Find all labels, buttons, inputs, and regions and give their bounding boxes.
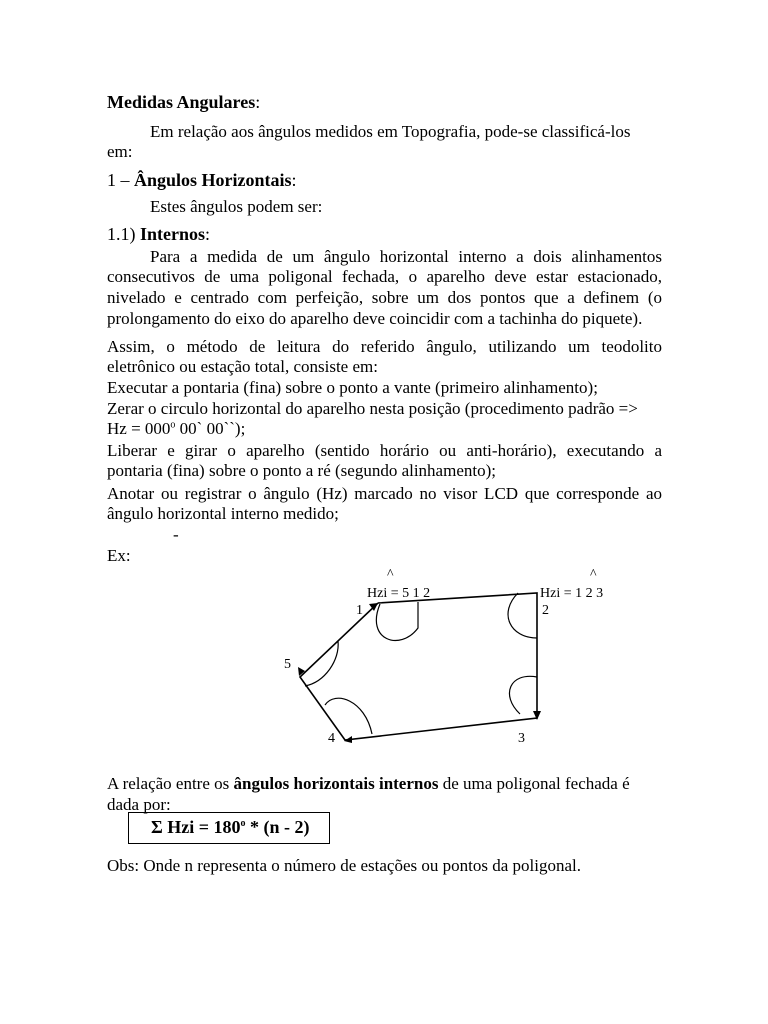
formula-box	[128, 812, 330, 844]
hz-suffix: 00` 00``);	[175, 419, 246, 438]
paragraph-1-line-3: nivelado e centrado com perfeição, sobre um dos pontos que a definem (o	[107, 288, 662, 307]
hat-mark-1: ^	[387, 567, 394, 582]
step-3-line-2: pontaria (fina) sobre o ponto a ré (segundo alinhamento);	[107, 461, 496, 480]
page-title	[107, 92, 260, 112]
subsection-1-heading	[107, 224, 210, 244]
section-1-number: 1 –	[107, 170, 134, 190]
point-label-2: 2	[542, 603, 549, 618]
relation-bold: ângulos horizontais internos	[233, 774, 439, 793]
step-4-line-1: Anotar ou registrar o ângulo (Hz) marcado no visor LCD que corresponde ao	[107, 484, 662, 503]
angle-arc-5	[305, 641, 338, 686]
point-label-3: 3	[518, 731, 525, 746]
polygon-figure	[280, 560, 640, 750]
hzi-label-1: Hzi = 5 1 2	[367, 586, 431, 601]
point-label-5: 5	[284, 657, 291, 672]
paragraph-1-line-4: prolongamento do eixo do aparelho deve coincidir com a tachinha do piquete).	[107, 309, 643, 328]
angle-arc-1	[376, 602, 418, 640]
page-title-text: Medidas Angulares	[107, 92, 256, 112]
relation-before: A relação entre os	[107, 774, 234, 793]
point-label-4: 4	[328, 731, 335, 746]
angle-arc-3	[509, 676, 537, 714]
section-1-title: Ângulos Horizontais	[134, 170, 292, 190]
formula-degree: o	[240, 818, 246, 829]
paragraph-1-line-1: Para a medida de um ângulo horizontal interno a dois alinhamentos	[150, 247, 662, 266]
subsection-1-colon: :	[205, 224, 211, 244]
section-1-colon: :	[291, 170, 297, 190]
example-label: Ex:	[107, 546, 131, 565]
hz-prefix: Hz = 000	[107, 419, 171, 438]
intro-line-1: Em relação aos ângulos medidos em Topografia, pode-se classificá-los	[150, 122, 631, 141]
angle-arc-4	[325, 698, 372, 734]
relation-after: de uma poligonal fechada é	[438, 774, 630, 793]
page-title-colon: :	[255, 92, 261, 112]
point-label-1: 1	[356, 603, 363, 618]
hzi-label-2: Hzi = 1 2 3	[540, 586, 604, 601]
paragraph-2-line-1: Assim, o método de leitura do referido ângulo, utilizando um teodolito	[107, 337, 662, 356]
formula-after: * (n - 2)	[245, 817, 310, 837]
angle-arc-2	[508, 593, 537, 638]
section-1-text: Estes ângulos podem ser:	[150, 197, 323, 216]
relation-line-1	[107, 774, 630, 794]
intro-line-2: em:	[107, 142, 133, 161]
subsection-1-title: Internos	[140, 224, 206, 244]
section-1-heading	[107, 170, 297, 190]
paragraph-2-line-2: eletrônico ou estação total, consiste em:	[107, 357, 378, 376]
hat-mark-2: ^	[590, 567, 597, 582]
subsection-1-number: 1.1)	[107, 224, 140, 244]
step-2-line-1: Zerar o circulo horizontal do aparelho nesta posição (procedimento padrão =>	[107, 399, 638, 418]
step-2-line-2	[107, 419, 245, 439]
dash-mark: -	[173, 525, 179, 544]
formula-before: Σ Hzi = 180	[151, 817, 241, 837]
relation-line-2: dada por:	[107, 795, 171, 814]
step-3-line-1: Liberar e girar o aparelho (sentido horário ou anti-horário), executando a	[107, 441, 662, 460]
obs-note: Obs: Onde n representa o número de estações ou pontos da poligonal.	[107, 856, 581, 875]
degree-mark: o	[170, 419, 176, 431]
paragraph-1-line-2: consecutivos de uma poligonal fechada, o aparelho deve estar estacionado,	[107, 267, 662, 286]
step-4-line-2: ângulo horizontal interno medido;	[107, 504, 339, 523]
step-1: Executar a pontaria (fina) sobre o ponto a vante (primeiro alinhamento);	[107, 378, 598, 397]
